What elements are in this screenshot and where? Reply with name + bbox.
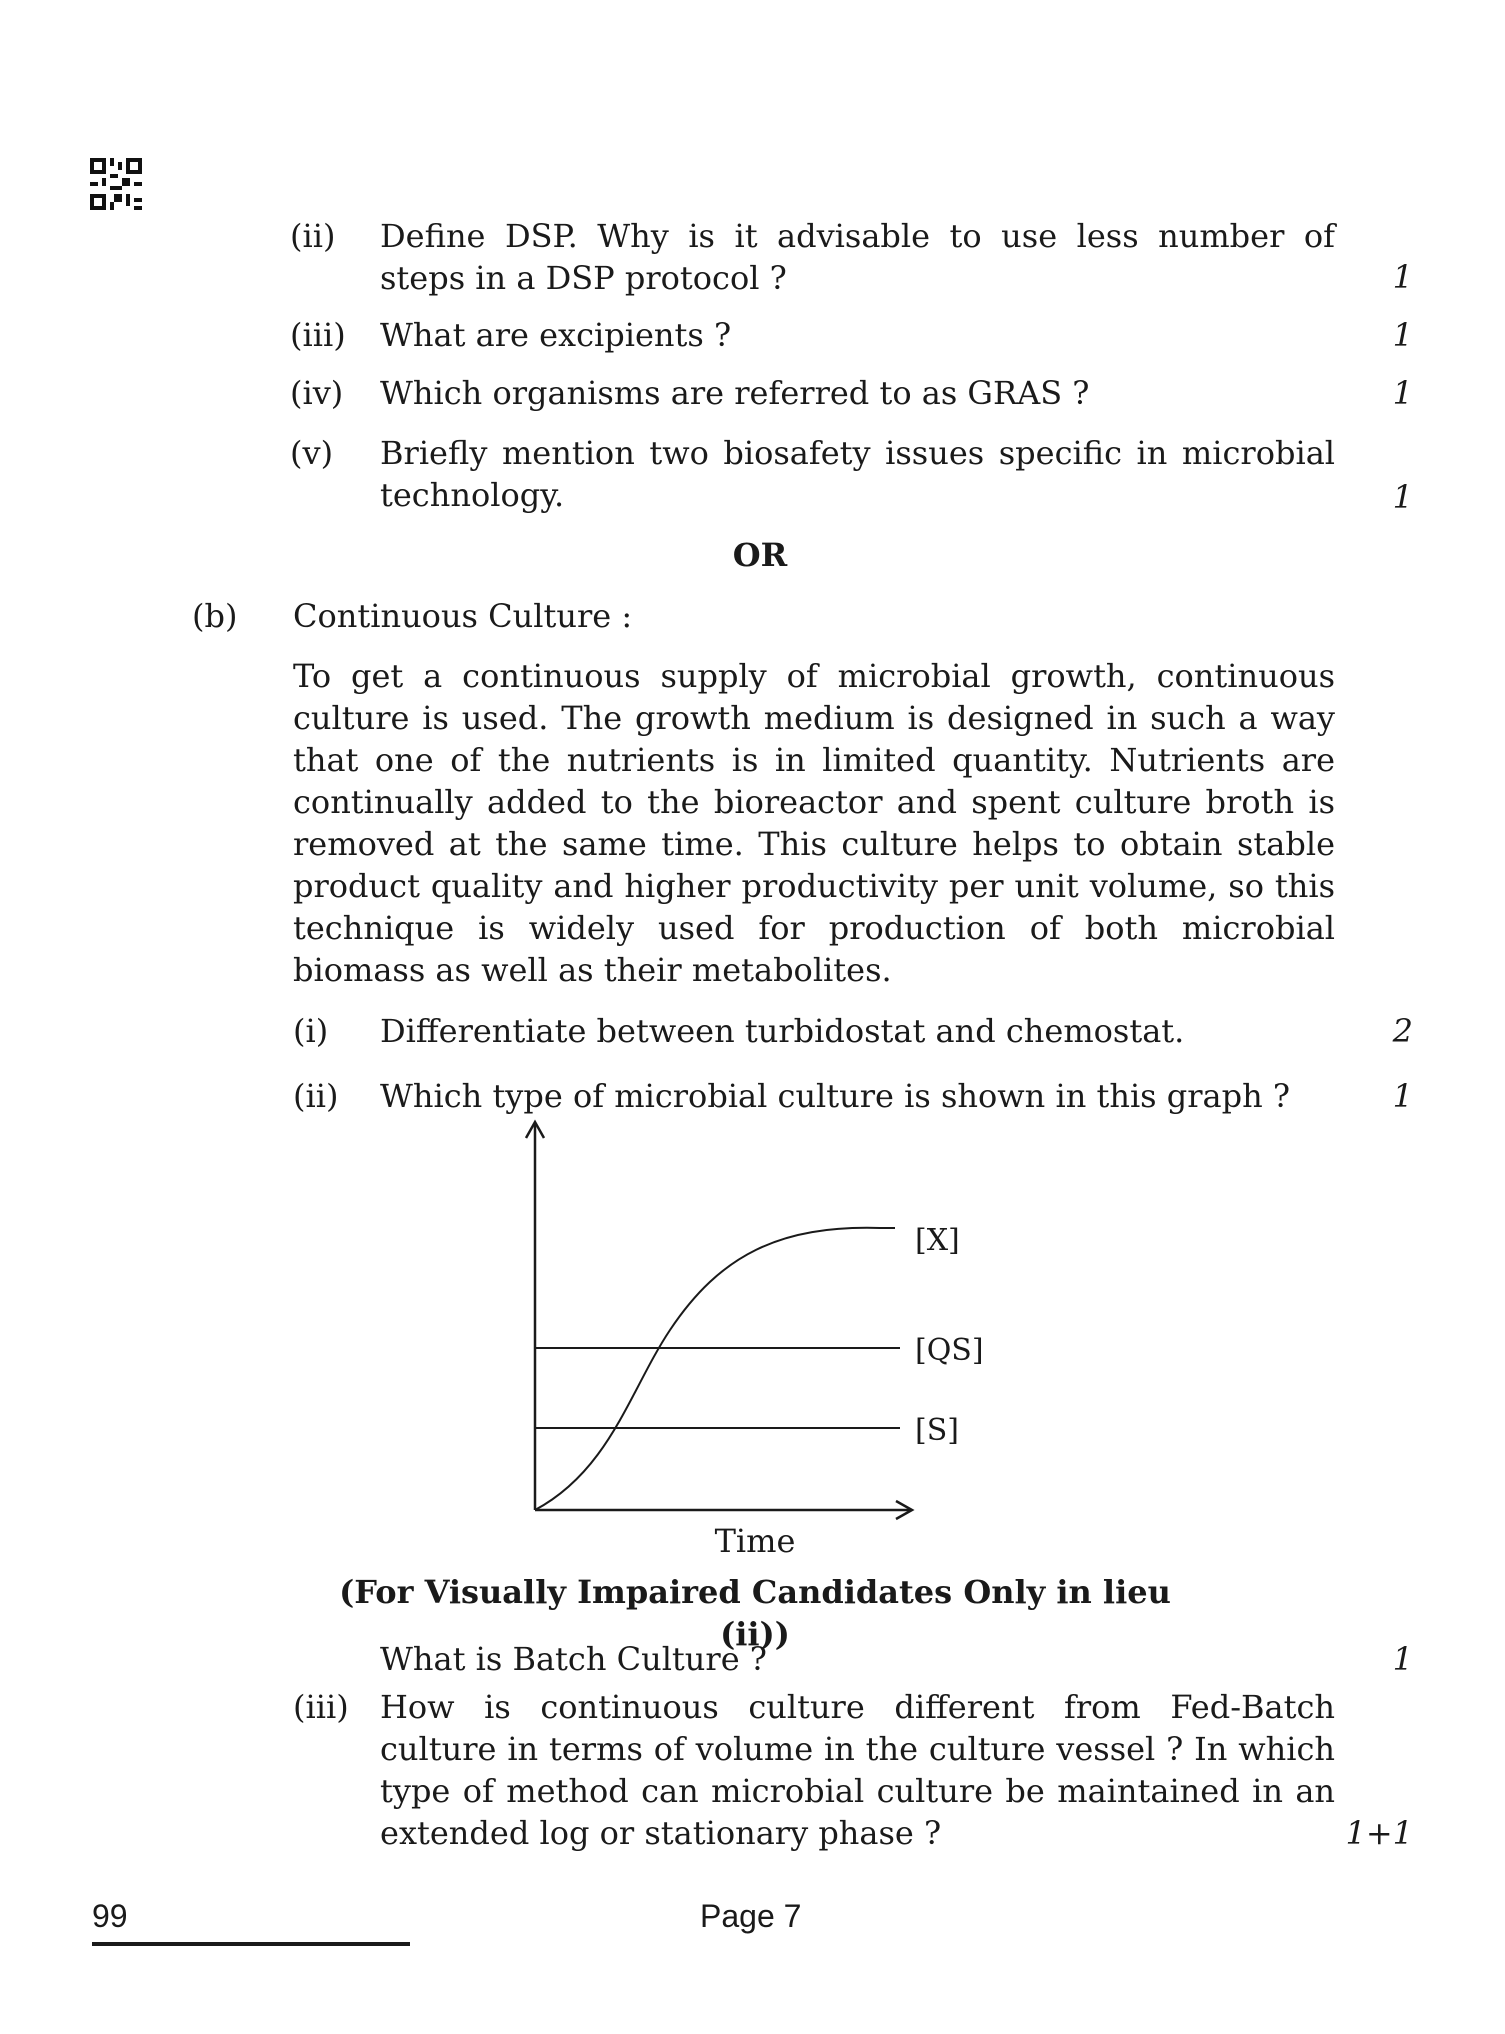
question-number: (ii) [290,217,336,255]
qr-code-icon [90,158,142,210]
section-heading: Continuous Culture : [293,597,633,635]
footer-divider [92,1942,410,1946]
footer-page-number: Page 7 [700,1898,802,1934]
culture-graph [500,1110,1020,1560]
question-number: (ii) [293,1077,339,1115]
question-text: Which type of microbial culture is shown in this graph ? [380,1077,1291,1115]
question-number: (v) [290,434,334,472]
question-text: Which organisms are referred to as GRAS ? [380,374,1090,412]
section-label: (b) [192,597,238,635]
question-text: Briefly mention two biosafety issues specific in microbial technology. [380,434,1335,514]
question-number: (i) [293,1012,329,1050]
question-marks: 1+1 [1345,1814,1413,1852]
question-text: Differentiate between turbidostat and chemostat. [380,1012,1185,1050]
question-marks: 1 [1392,1640,1413,1678]
or-separator: OR [732,536,788,574]
question-marks: 1 [1392,258,1413,296]
series-label-0: [X] [915,1223,960,1258]
question-marks: 1 [1392,316,1413,354]
question-text: How is continuous culture different from Fed-Batch culture in terms of volume in the culture vessel ? In which type of method can microbial culture be maintained in an extended log or stationary phase ? [380,1688,1335,1852]
question-number: (iii) [290,316,346,354]
x-axis-label: Time [714,1522,796,1560]
series-line-0 [535,1228,895,1510]
question-text: Define DSP. Why is it advisable to use less number of steps in a DSP protocol ? [380,217,1335,297]
footer-code: 99 [92,1898,128,1934]
series-label-1: [QS] [915,1333,984,1368]
question-marks: 1 [1392,478,1413,516]
visually-impaired-heading: (For Visually Impaired Candidates Only in lieu (ii)) [339,1573,1171,1653]
series-label-2: [S] [915,1413,959,1448]
question-number: (iv) [290,374,344,412]
question-marks: 1 [1392,374,1413,412]
section-paragraph: To get a continuous supply of microbial growth, continuous culture is used. The growth medium is designed in such a way that one of the nutrients is in limited quantity. Nutrients are continually added to the bioreactor and spent culture broth is removed at the same time. This culture helps to obtain stable product quality and higher productivity per unit volume, so this technique is widely used for production of both microbial biomass as well as their metabolites. [293,657,1335,989]
question-marks: 1 [1392,1077,1413,1115]
question-marks: 2 [1392,1012,1413,1050]
question-text: What are excipients ? [380,316,732,354]
question-text: What is Batch Culture ? [380,1640,767,1678]
question-number: (iii) [293,1688,349,1726]
